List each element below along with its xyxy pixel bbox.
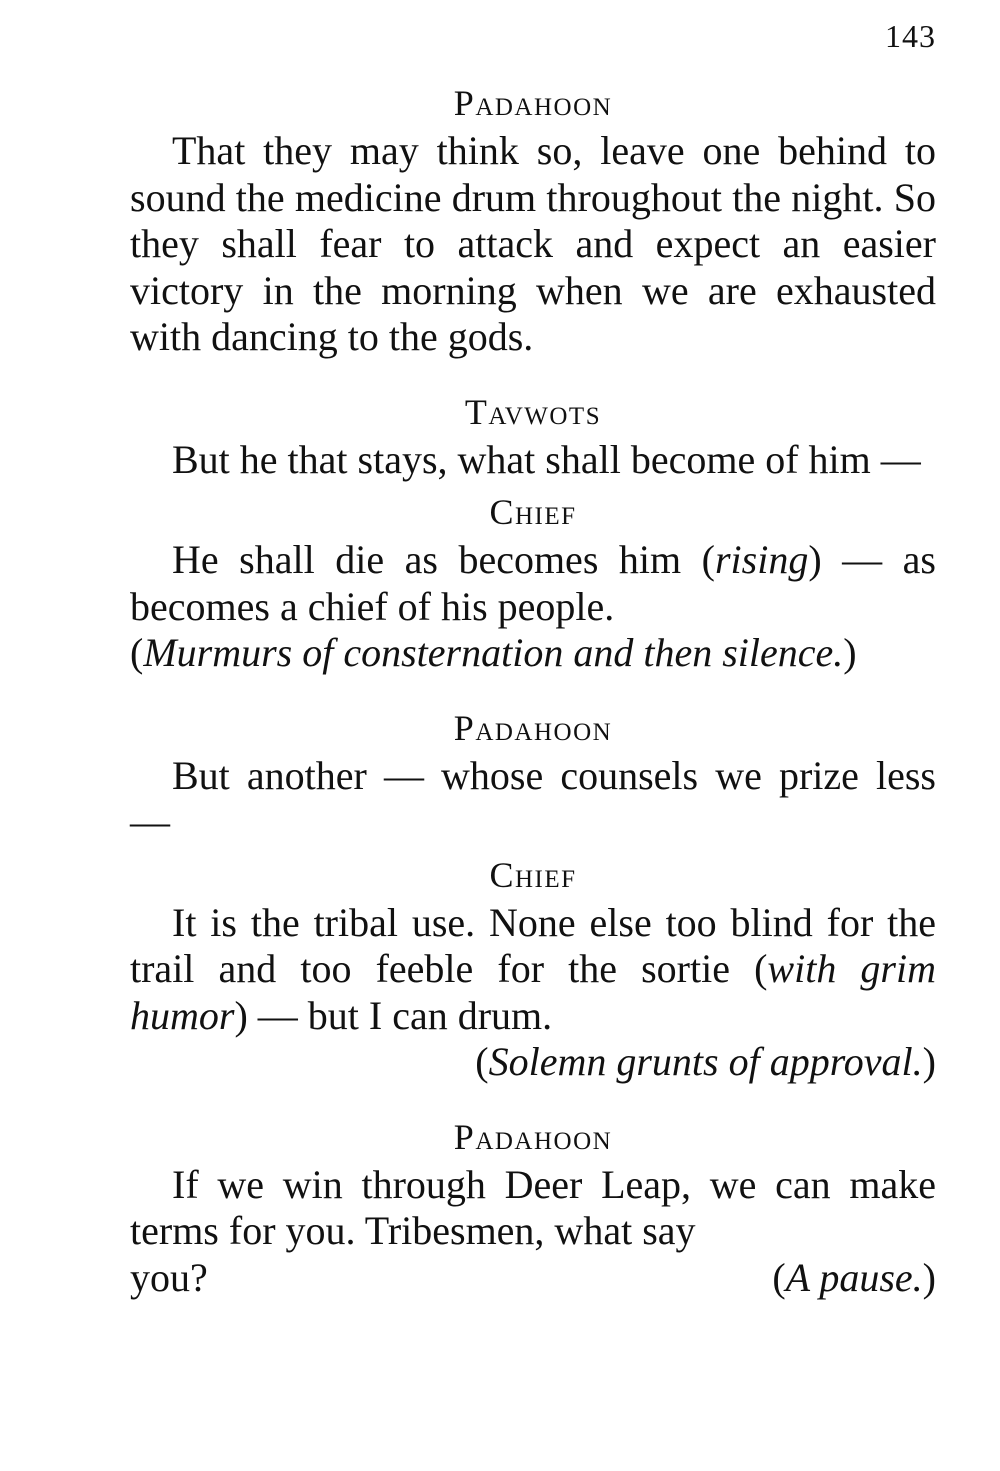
stage-direction: (Solemn grunts of approval.) [475,1039,936,1084]
dialogue-block [130,387,936,484]
stage-direction-text: A pause. [785,1254,923,1300]
stage-direction: (Murmurs of consternation and then silence.) [130,630,857,675]
speaker-name: Padahoon [453,83,613,123]
page-content [130,78,936,1301]
speaker-name: Padahoon [453,1116,613,1157]
dialogue-block [130,703,936,846]
speech-part: ) — as becomes a chief of his people. [130,537,936,629]
speech-final-line [130,1255,936,1302]
speech-part: It is the tribal use. None else too blind for the trail and too feeble for the sortie ( [130,899,936,991]
inline-stage-direction: with grim humor [130,946,936,1038]
speech-text: But another — whose counsels we prize less — [130,752,936,844]
page-number: 143 [885,18,936,54]
speaker-name: Chief [489,492,577,532]
speech-text-end: you? [130,1254,208,1300]
stage-direction: (A pause.) [772,1254,936,1300]
stage-direction-text: Murmurs of consternation and then silence. [143,630,844,675]
speaker-name: Chief [489,854,577,895]
dialogue-block [130,487,936,677]
speaker-name: Tavwots [464,391,602,432]
speech-text: That they may think so, leave one behind to sound the medicine drum throughout the night. So they shall fear to attack and expect an easier victory in the morning when we are exhausted with dancing to the gods. [130,128,936,359]
dialogue-block [130,78,936,361]
speech-text [130,900,936,1040]
speaker-name: Padahoon [453,707,613,748]
speech-text: If we win through Deer Leap, we can make terms for you. Tribesmen, what say [130,1161,936,1253]
dialogue-block [130,1112,936,1302]
dialogue-block [130,850,936,1086]
inline-stage-direction: rising [714,537,809,582]
stage-direction-text: Solemn grunts of approval. [488,1039,923,1084]
speech-part: He shall die as becomes him ( [172,537,715,582]
speech-part: ) — but I can drum. [234,992,553,1038]
speech-text [130,537,936,630]
speech-text: But he that stays, what shall become of him — [172,436,921,482]
